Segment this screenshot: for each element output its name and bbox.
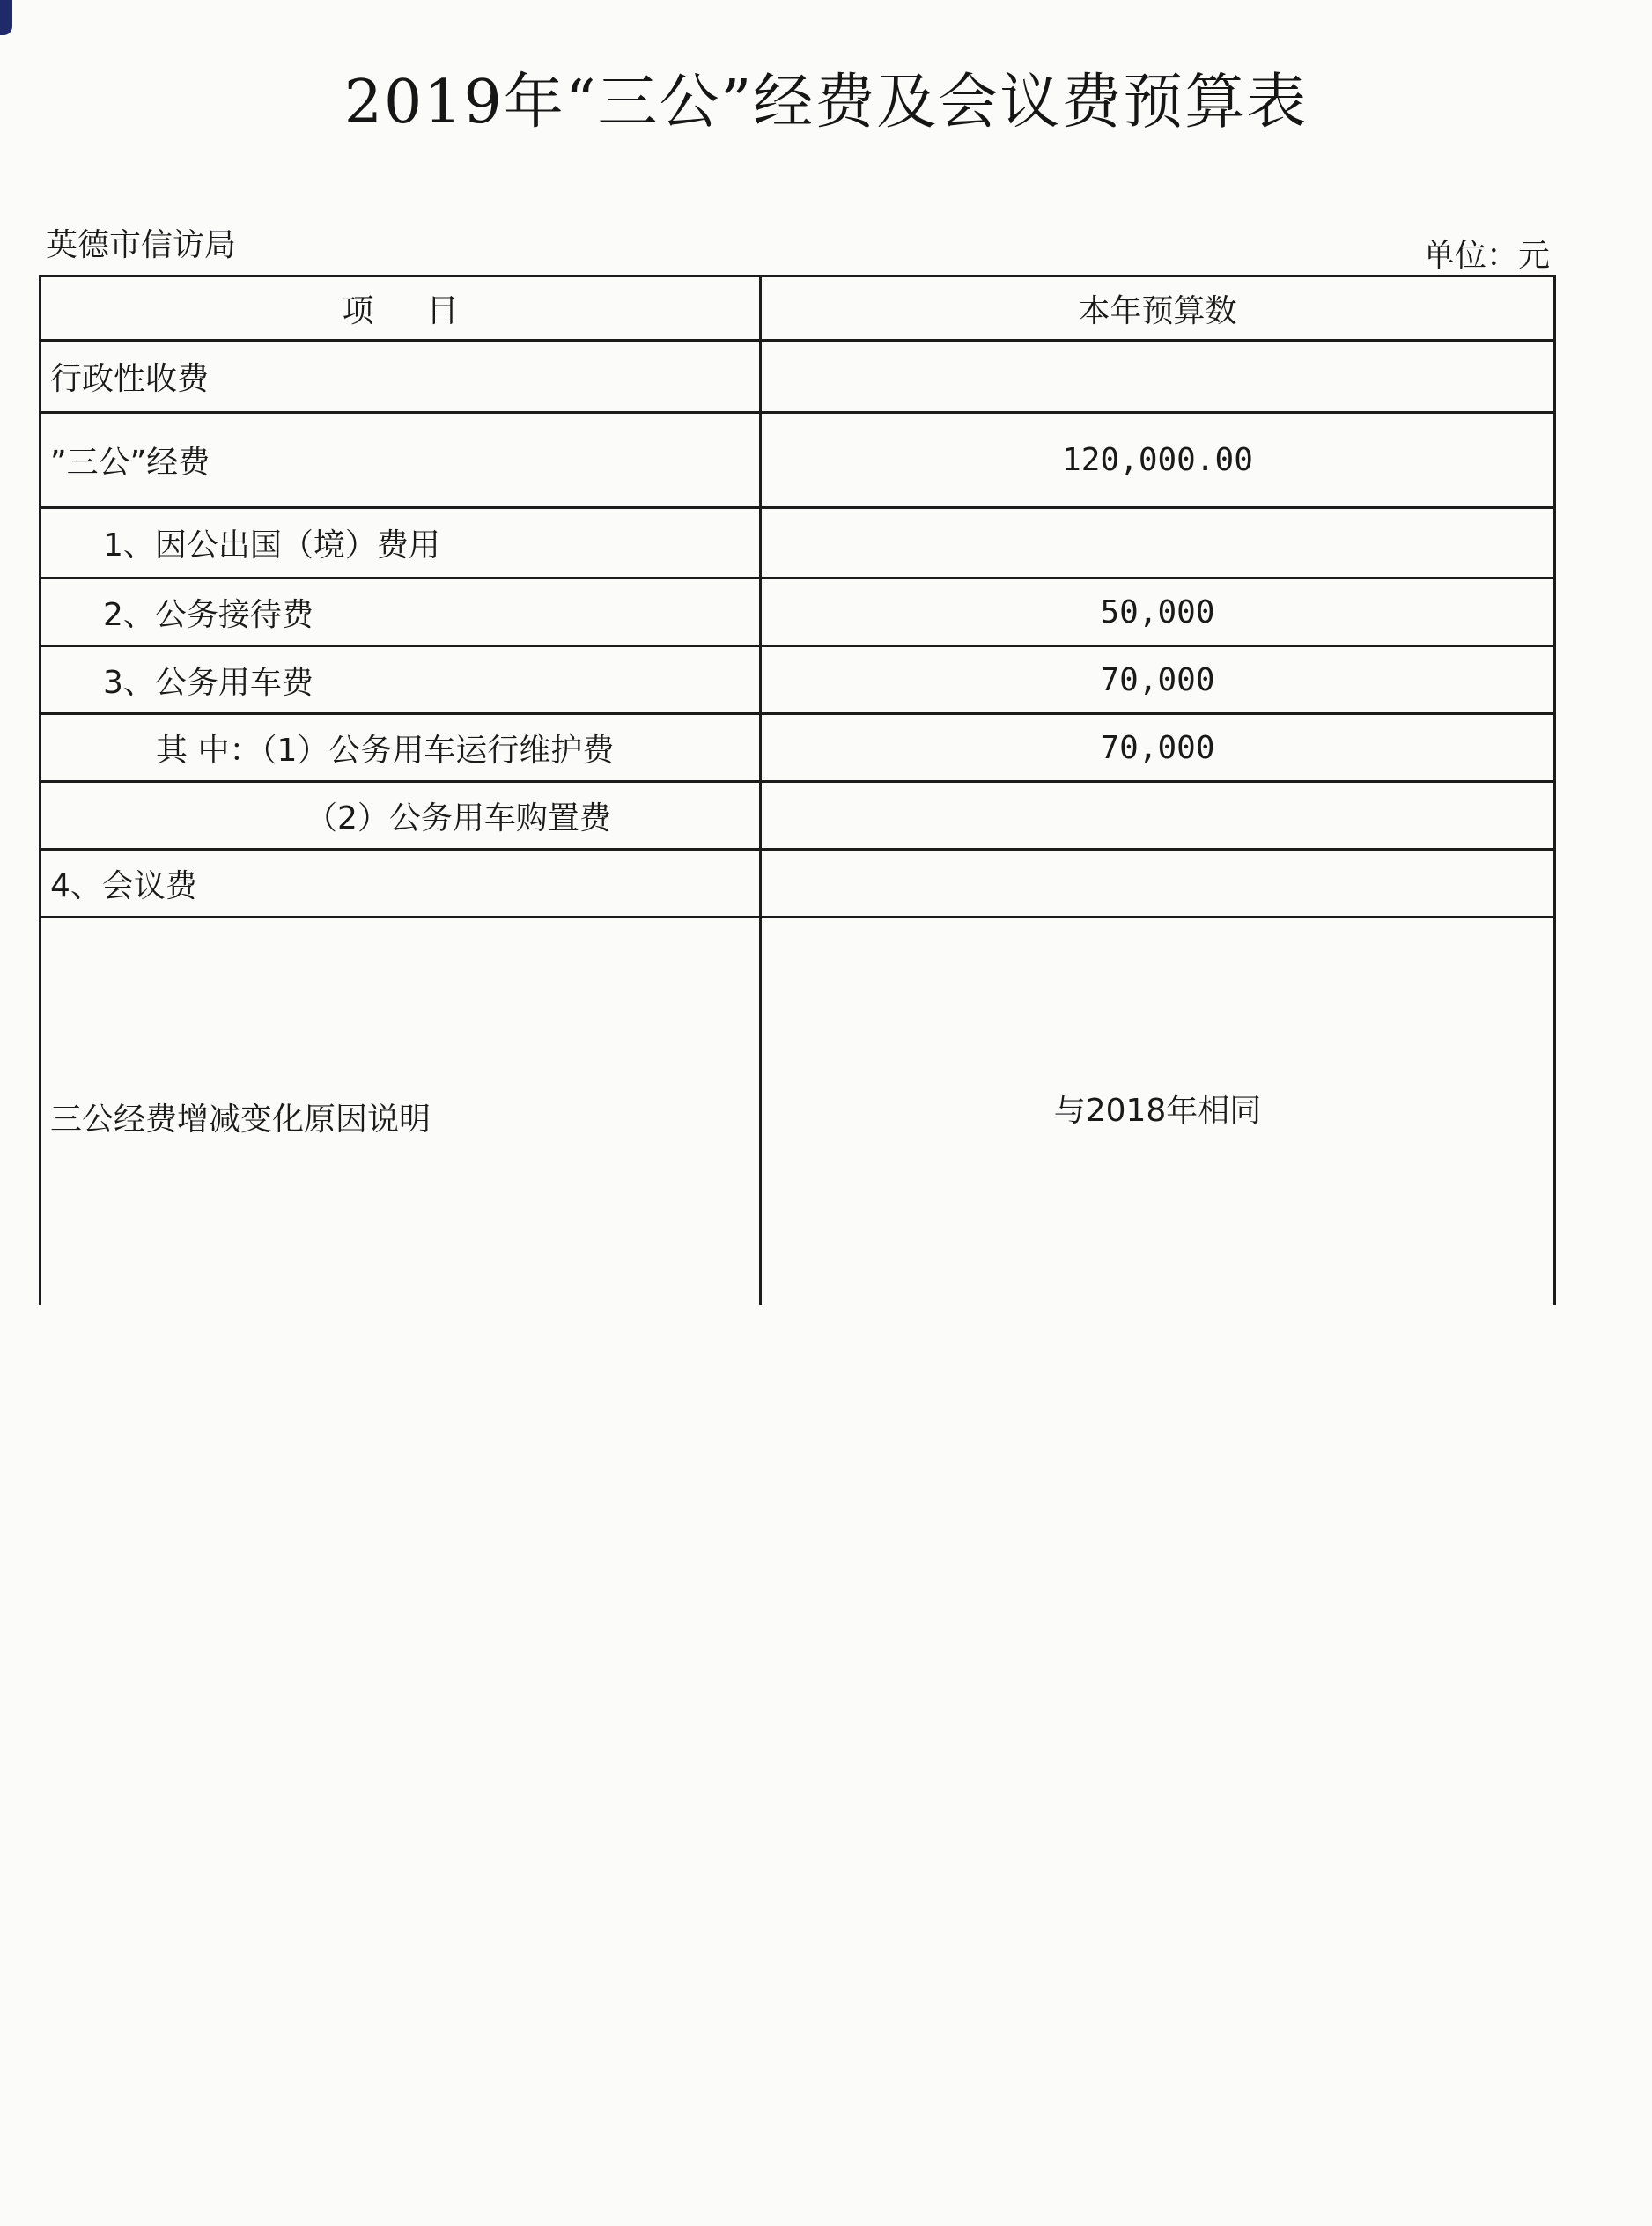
row-value-vehicle: 70,000 [761, 646, 1555, 714]
header-item-part2: 目 [426, 292, 459, 329]
table-row [41, 341, 1555, 413]
scan-corner-mark [0, 0, 12, 35]
header-item-part1: 项 [342, 292, 374, 329]
row-value-vehicle-purchase [761, 782, 1555, 850]
row-label-reception: 2、公务接待费 [41, 579, 761, 646]
row-label-overseas: 1、因公出国（境）费用 [41, 508, 761, 579]
row-label-meeting: 4、会议费 [41, 850, 761, 918]
budget-table [39, 275, 1556, 1305]
row-label-vehicle-purchase: （2）公务用车购置费 [41, 782, 761, 850]
row-value-overseas [761, 508, 1555, 579]
table-row [41, 782, 1555, 850]
header-amount: 本年预算数 [761, 276, 1555, 341]
note-value: 与2018年相同 [761, 918, 1555, 1305]
header-item [41, 276, 761, 341]
row-label-admin-fees: 行政性收费 [41, 341, 761, 413]
row-label-vehicle-maintenance: 其 中：（1）公务用车运行维护费 [41, 714, 761, 782]
row-value-admin-fees [761, 341, 1555, 413]
row-value-reception: 50,000 [761, 579, 1555, 646]
table-row [41, 413, 1555, 508]
table-row [41, 508, 1555, 579]
table-header-row [41, 276, 1555, 341]
row-value-three-public: 120,000.00 [761, 413, 1555, 508]
table-row [41, 579, 1555, 646]
row-label-three-public: ”三公”经费 [41, 413, 761, 508]
table-row [41, 850, 1555, 918]
table-row [41, 646, 1555, 714]
row-label-vehicle: 3、公务用车费 [41, 646, 761, 714]
note-label: 三公经费增减变化原因说明 [41, 918, 761, 1305]
row-value-vehicle-maintenance: 70,000 [761, 714, 1555, 782]
table-row [41, 918, 1555, 1305]
organization-name: 英德市信访局 [46, 227, 237, 263]
table-row [41, 714, 1555, 782]
row-value-meeting [761, 850, 1555, 918]
unit-label: 单位：元 [1422, 238, 1550, 274]
page-title: 2019年“三公”经费及会议费预算表 [343, 68, 1309, 137]
